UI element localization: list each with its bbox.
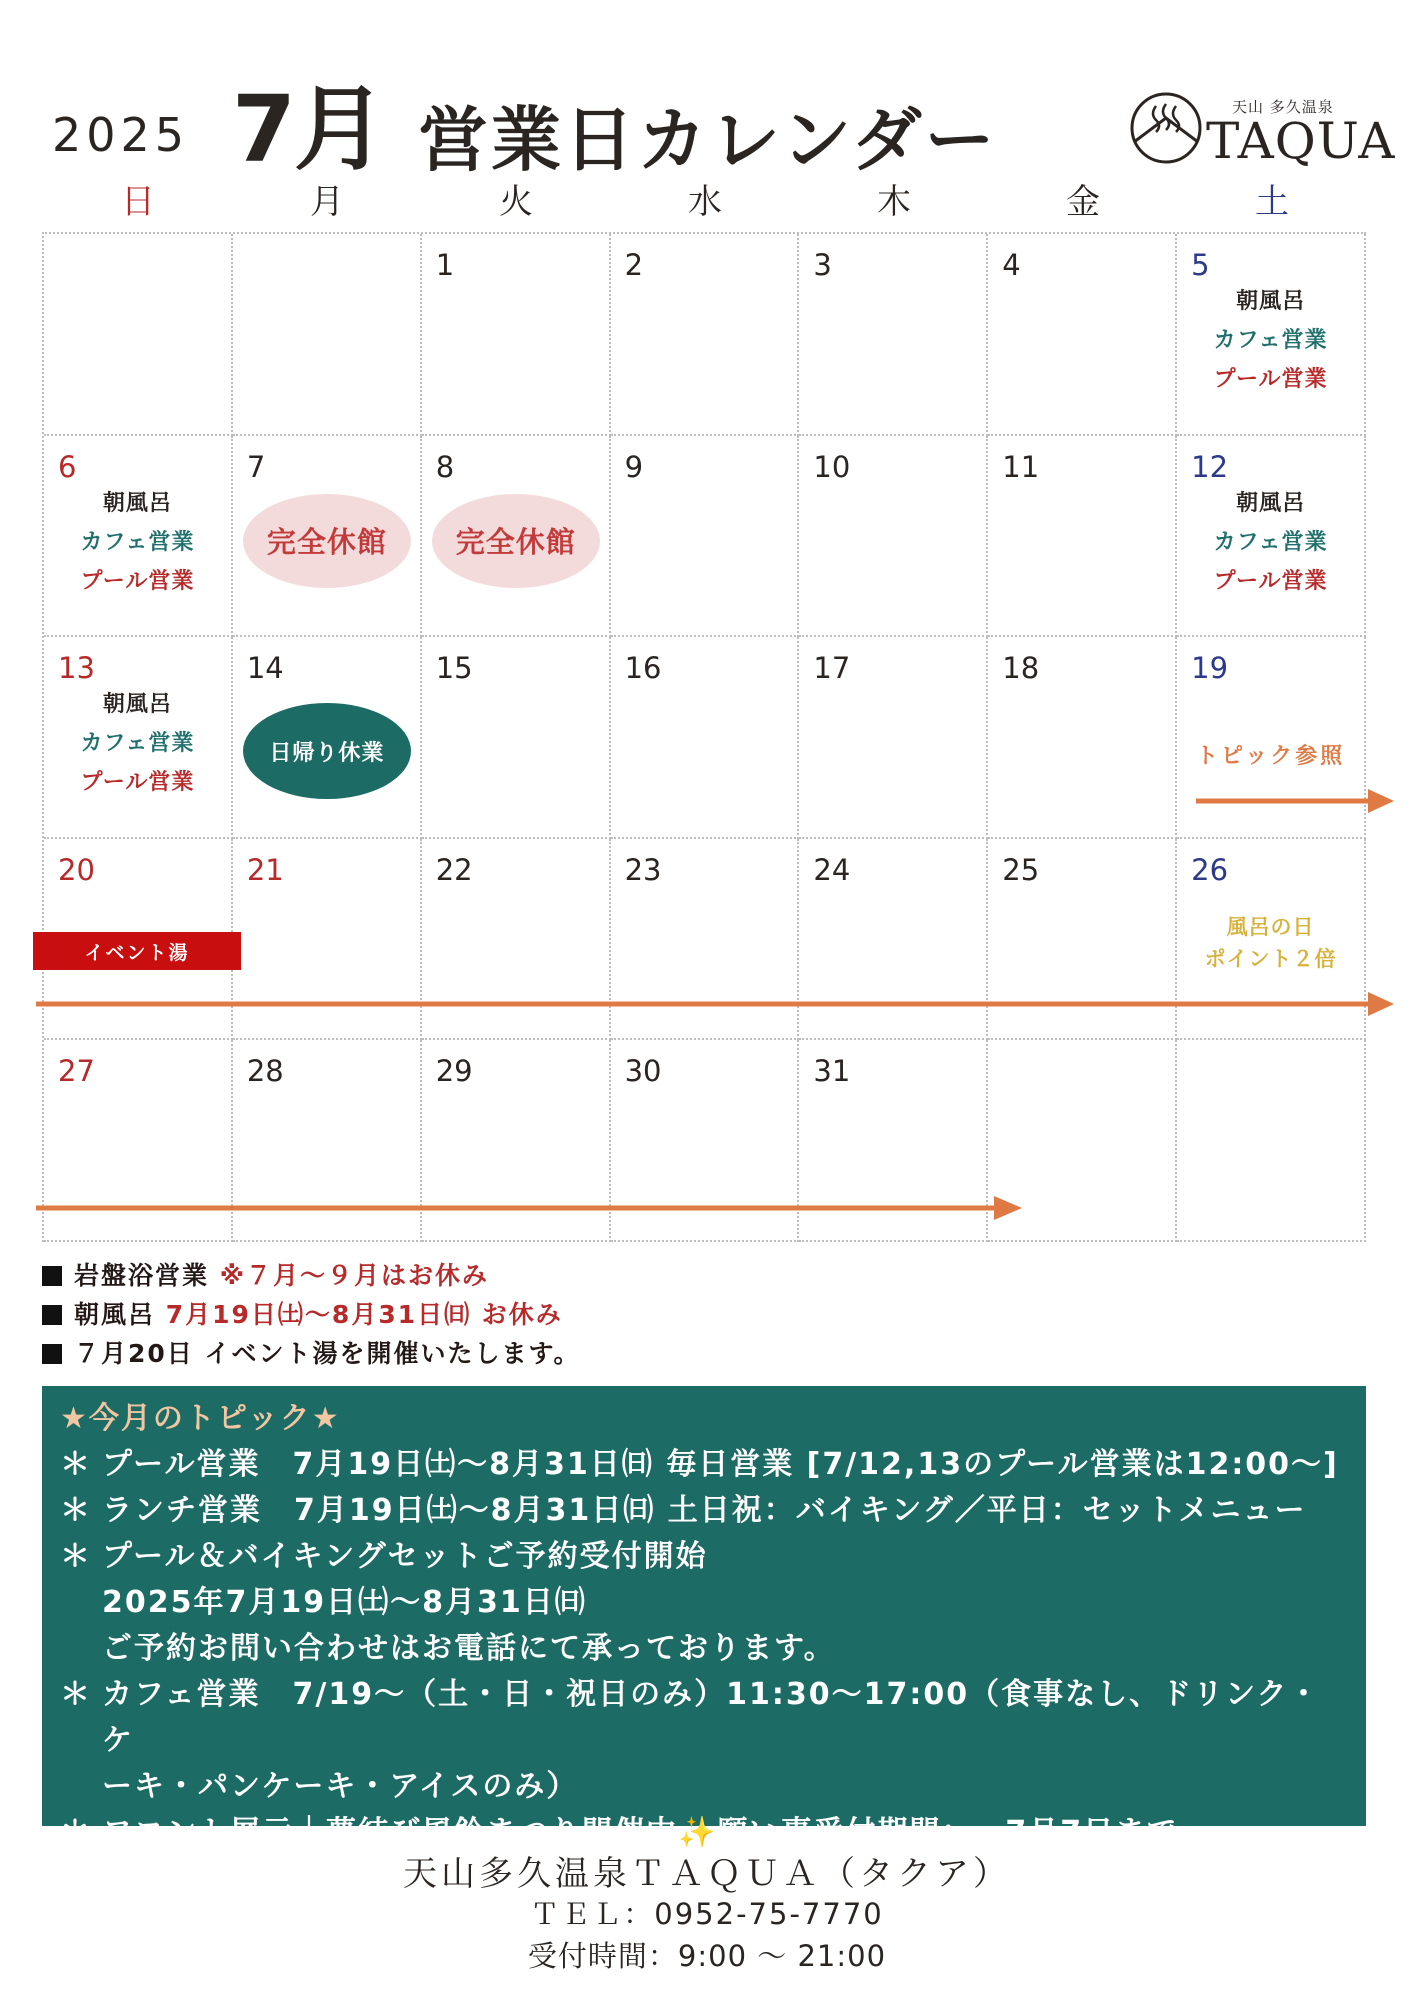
facility-name: 天山多久温泉ＴＡＱＵＡ（タクア） [403,1854,1011,1894]
day-number: 25 [1002,852,1040,887]
day-cell [988,637,1177,839]
day-cell-empty [233,234,422,436]
day-number: 20 [58,852,95,887]
day-number: 3 [813,248,832,282]
day-number: 23 [624,852,662,887]
day-number: 22 [435,852,473,887]
weekday-sat: 土 [1255,182,1289,222]
asaburo-label: 朝風呂 [102,490,172,516]
day-number: 17 [813,651,851,686]
calendar-grid [42,232,1366,1242]
note-label: 朝風呂 [74,1300,156,1329]
day-number: 31 [813,1054,851,1089]
note-text: ７月20日 イベント湯を開催いたします。 [74,1339,581,1368]
day-cell [233,436,422,638]
topic-text-cont: 2025年7月19日㈯～8月31日㈰ [102,1585,587,1620]
day-number: 21 [246,852,284,887]
cafe-label: カフェ営業 [80,529,195,555]
bullet-asterisk: ＊ [60,1493,92,1528]
note-red-text: ※７月～９月はお休み [219,1261,490,1290]
day-number: 27 [58,1054,95,1089]
day-number: 14 [246,651,284,686]
day-cell [44,436,233,638]
day-events [44,685,231,802]
topic-text: プール営業 7月19日㈯～8月31日㈰ 毎日営業 [7/12,13のプール営業は12:00～] [102,1447,1339,1482]
topic-text: カフェ営業 7/19～（土・日・祝日のみ）11:30～17:00（食事なし、ドリンク・ケ [102,1677,1321,1758]
topic-item [60,1488,1348,1534]
day-cell [611,234,800,436]
pool-label: プール営業 [80,568,195,594]
bullet-asterisk: ＊ [60,1447,92,1482]
topic-text: ランチ営業 7月19日㈯～8月31日㈰ 土日祝：バイキング／平日：セットメニュー [102,1493,1307,1528]
daytrip-closed-badge: 日帰り休業 [243,703,411,799]
day-cell [988,234,1177,436]
day-number: 1 [435,248,455,282]
cafe-label: カフェ営業 [80,731,195,757]
weekday-sun: 日 [121,182,155,222]
bullet-square-icon [42,1266,62,1286]
day-number: 11 [1002,449,1040,484]
bullet-asterisk: ＊ [60,1677,92,1712]
period-arrow-icon [36,989,1396,1019]
topics-heading: ★今月のトピック★ [60,1401,341,1436]
day-cell [44,637,233,839]
pool-label: プール営業 [1213,367,1328,392]
weekday-wed: 水 [688,182,722,222]
day-number: 26 [1191,852,1229,887]
topic-text: プール＆バイキングセットご予約受付開始 [102,1539,708,1574]
weekday-thu: 木 [877,182,911,222]
phone-number: ＴＥＬ：0952-75-7770 [530,1897,884,1931]
weekday-tue: 火 [499,182,533,222]
weekday-fri: 金 [1066,182,1100,222]
topic-item [60,1672,1348,1764]
bullet-asterisk: ＊ [60,1815,92,1850]
topic-reference-label: トピック参照 [1196,744,1346,770]
weekday-mon: 月 [310,182,344,222]
bullet-asterisk: ＊ [60,1539,92,1574]
topic-text: フロント展示｜夢結び風鈴まつり開催中✨願い事受付期間：～7月7日まで [102,1815,1180,1850]
topic-item [60,1534,1348,1580]
day-cell [1177,436,1366,638]
cafe-label: カフェ営業 [1213,328,1328,353]
day-number: 10 [813,449,851,484]
pool-label: プール営業 [80,770,195,796]
day-cell [799,637,988,839]
note-asaburo [42,1295,563,1331]
day-cell [422,234,611,436]
logo-name: TAQUA [1206,112,1396,170]
day-number: 6 [58,449,77,484]
day-number: 28 [246,1054,284,1089]
day-cell-empty [44,234,233,436]
closed-badge: 完全休館 [243,494,411,588]
day-number: 9 [624,449,644,484]
reception-hours: 受付時間：9:00 ～ 21:00 [527,1939,887,1973]
note-label: 岩盤浴営業 [74,1261,210,1290]
note-ganbanyoku [42,1256,489,1292]
day-number: 7 [246,449,266,484]
period-arrow-icon [36,1193,1024,1223]
closed-badge: 完全休館 [432,494,600,588]
page-title: 営業日カレンダー [418,99,998,181]
day-cell [611,436,800,638]
day-number: 2 [624,248,644,282]
day-number: 4 [1002,248,1021,282]
period-arrow-icon [1196,786,1396,816]
bullet-square-icon [42,1344,62,1364]
asaburo-label: 朝風呂 [1236,289,1306,314]
day-cell [799,436,988,638]
day-number: 16 [624,651,662,686]
pool-label: プール営業 [1213,568,1328,594]
day-number: 15 [435,651,473,686]
topic-text-cont: ご予約お問い合わせはお電話にて承っております。 [102,1631,836,1666]
topics-panel [42,1386,1366,1850]
asaburo-label: 朝風呂 [102,692,172,718]
points-double-label: ポイント２倍 [1204,946,1337,971]
note-event [42,1334,581,1370]
day-number: 24 [813,852,851,887]
day-number: 5 [1191,248,1210,282]
day-number: 13 [58,651,95,686]
event-bath-badge: イベント湯 [33,932,241,970]
logo-subtitle: 天山 多久温泉 [1232,98,1334,116]
day-number: 18 [1002,651,1040,686]
day-cell [233,637,422,839]
topic-text-cont: ーキ・パンケーキ・アイスのみ） [102,1769,579,1804]
day-cell [611,637,800,839]
day-number: 19 [1191,651,1229,686]
day-events [1177,484,1364,601]
day-cell [1177,234,1366,436]
day-events [44,484,231,601]
day-cell [799,234,988,436]
day-cell [422,637,611,839]
day-number: 29 [435,1054,473,1089]
asaburo-label: 朝風呂 [1236,490,1306,516]
month: 7月 [232,76,385,183]
bullet-square-icon [42,1305,62,1325]
day-cell-empty [1177,1040,1366,1242]
cafe-label: カフェ営業 [1213,529,1328,555]
day-number: 30 [624,1054,662,1089]
furo-day-note [1177,911,1364,975]
year: 2025 [52,108,190,162]
note-red-text: 7月19日㈯～8月31日㈰ お休み [165,1300,563,1329]
furo-day-label: 風呂の日 [1226,914,1315,939]
topic-item [60,1442,1348,1488]
day-number: 12 [1191,449,1229,484]
day-events [1177,282,1364,399]
day-cell [988,436,1177,638]
day-cell [422,436,611,638]
day-number: 8 [435,449,455,484]
